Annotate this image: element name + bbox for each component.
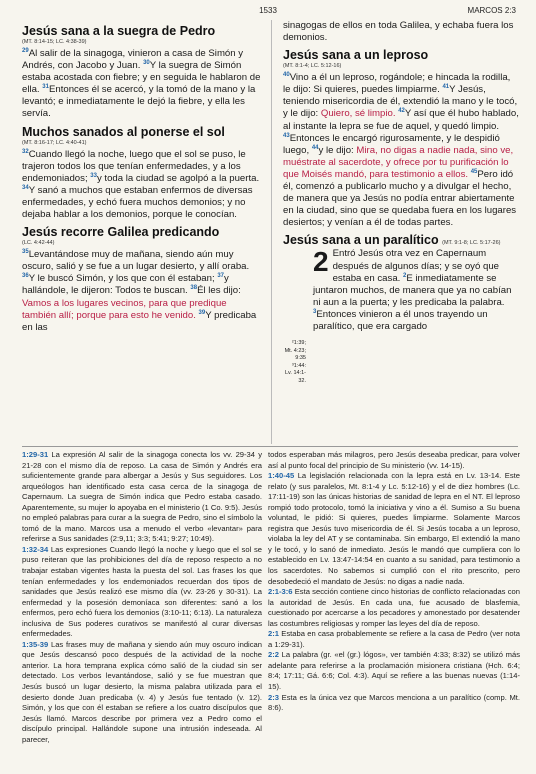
page-number: 1533 [259, 6, 277, 15]
bible-paragraph [22, 48, 262, 121]
verse-number: 2 [403, 272, 407, 279]
verse-text: Y la suegra de Simón estaba acostada con fiebre; y en seguida le hablaron de ella. [22, 60, 261, 96]
verse-number: 35 [22, 248, 29, 255]
verse-text: Él les dijo: [197, 285, 241, 297]
verse-number: 45 [470, 168, 478, 175]
note-reference: 2:3 [268, 692, 279, 702]
verse-number: 43 [283, 132, 290, 139]
verse-text: Y predicaba en las [22, 309, 257, 333]
verse-text: Entonces le encargó rigurosamente, y le despidió luego, [283, 132, 500, 156]
verse-text: y le dijo: [318, 144, 357, 156]
verse-number: 31 [42, 84, 49, 91]
study-note [268, 629, 520, 650]
verse-number: 37 [217, 273, 224, 280]
bible-paragraph [283, 248, 519, 333]
cross-references [278, 340, 306, 385]
verse-number: 33 [90, 172, 97, 179]
note-reference: 2:2 [268, 650, 279, 660]
verse-text: Entonces vinieron a él unos trayendo un paralítico, que era cargado [313, 308, 488, 332]
study-note [22, 640, 262, 745]
words-of-jesus: Vamos a los lugares vecinos, para que predique también allí; porque para esto he venido. [22, 297, 227, 321]
verse-number: 32 [22, 148, 29, 155]
notes-divider [22, 446, 518, 447]
verse-number: 39 [198, 309, 206, 316]
column-divider [271, 20, 272, 444]
verse-number: 36 [22, 273, 29, 280]
verse-number: 44 [311, 144, 319, 151]
verse-text: y toda la ciudad se agolpó a la puerta. [96, 172, 260, 184]
note-text: Las frases muy de mañana y siendo aún muy oscuro indican que Jesús descansó poco después de la actividad de la noche anterior. La hora temprana explica cómo salió de la ciudad sin ser detectado. Los verbos levantándose, salió y se fue muestran que Jesús buscó un lugar desierto, la misma palabra utilizada para el desierto donde Juan predicaba (v. 4) y Jesús fue tentado (v. 12). Simón, y los que con él estaban se refiere a los cuatro discípulos que Jesús llamó. Marcos describe por primera vez a Pedro como el discípulo principal. Hallándole supone una intrusión indeseada. Al parecer, [22, 639, 262, 744]
bible-paragraph [22, 249, 262, 334]
verse-text: Y le buscó Simón, y los que con él estaban; [28, 273, 215, 285]
verse-text: Cuando llegó la noche, luego que el sol se puso, le trajeron todos los que tenían enfermedades, y a los endemoniados; [22, 148, 246, 184]
cross-reference: ²1:39; [291, 340, 306, 346]
verse-text: Entonces él se acercó, y la tomó de la mano y la levantó; e inmediatamente le dejó la fiebre, y ella les servía. [22, 84, 256, 120]
study-note [268, 693, 520, 714]
verse-text: Y Jesús, teniendo misericordia de él, extendió la mano y le tocó, y le dijo: [283, 84, 518, 120]
note-text: Estaba en casa probablemente se refiere a la casa de Pedro (ver nota a 1:29-31). [268, 629, 520, 649]
note-text: Las expresiones Cuando llegó la noche y luego que el sol se puso reiteran que las prohibiciones del día de reposo respecto a no trabajar estaban vigentes hasta la puesta del sol. Las frases los que tenían enfermedades y los endemoniados recuerdan dos tipos de sanidades que Jesús realizó ese mismo día (vv. 23-26 y 30-31). La enfermedad y la posesión demoníaca son diferentes: sanó a los enfermos, pero echó fuera los demonios (3:10-11; 6:13). La naturaleza inclusiva de Sus poderes curativos se manifestó al curar diversas enfermedades. [22, 544, 262, 639]
bible-paragraph [283, 20, 519, 44]
cross-reference: Mt. 4:23; [284, 347, 306, 354]
verse-text: Al salir de la sinagoga, vinieron a casa de Simón y Andrés, con Jacobo y Juan. [22, 48, 244, 72]
note-reference: 1:35-39 [22, 639, 49, 649]
section-heading: Jesús sana a la suegra de Pedro [22, 24, 216, 38]
verse-number: 3 [313, 308, 317, 315]
bible-column-right [283, 20, 519, 335]
cross-reference: Lv. 14:1-32. [285, 370, 306, 384]
study-notes-right [268, 450, 520, 714]
study-note [268, 450, 520, 471]
verse-text: Y sanó a muchos que estaban enfermos de diversas enfermedades, y echó fuera muchos demonios; y no dejaba hablar a los demonios, porque le conocían. [22, 184, 253, 221]
section-title: Jesús sana a un paralítico [283, 233, 439, 248]
bible-column-left [22, 20, 262, 336]
verse-text: Levantándose muy de mañana, siendo aún muy oscuro, salió y se fue a un lugar desierto, y allí oraba. [22, 249, 250, 273]
note-text: Esta es la única vez que Marcos menciona a un paralítico (comp. Mt. 8:6). [268, 692, 520, 713]
bible-paragraph [22, 149, 262, 222]
verse-number: 41 [442, 84, 450, 91]
study-note [22, 450, 262, 545]
verse-number: 40 [283, 72, 290, 78]
note-reference: 2:1 [268, 629, 279, 639]
verse-number: 38 [190, 285, 198, 292]
verse-text: Entró Jesús otra vez en Capernaum después de algunos días; y se oyó que estaba en casa. [332, 248, 499, 284]
cross-reference: ³1:44: [291, 362, 306, 369]
note-reference: 1:40-45 [268, 471, 295, 481]
verse-text: y hallándole, le dijeron: Todos te buscan. [22, 273, 229, 297]
section-heading [283, 233, 519, 248]
section-heading: Jesús sana a un leproso [283, 48, 429, 63]
verse-text: sinagogas de ellos en toda Galilea, y echaba fuera los demonios. [283, 20, 514, 44]
verse-text: Y así que él hubo hablado, al instante la lepra se fue de aquel, y quedó limpio. [283, 108, 519, 132]
parallel-references: (LC. 4:42-44) [22, 240, 55, 247]
verse-text: Vino a él un leproso, rogándole; e hincada la rodilla, le dijo: Si quieres, puedes limpiarme. [283, 72, 511, 96]
note-reference: 1:32-34 [22, 544, 49, 554]
verse-text: E inmediatamente se juntaron muchos, de manera que ya no cabían ni aun a la puerta; y les predicaba la palabra. [313, 272, 512, 308]
note-reference: 2:1-3:6 [268, 587, 293, 597]
chapter-number: 2 [313, 246, 329, 278]
note-text: La legislación relacionada con la lepra está en Lv. 13-14. Este relato (y sus paralelos, Mt. 8:1-4 y Lc. 5:12-16) y el de diez hombres (Lc. 17:11-19) son las únicas historias de sanidad de lepra en el NT. El leproso rompió todo protocolo, tomó la iniciativa y vino a él. Sumiso a Su buena voluntad, le pidió: Si quieres, puedes limpiarme. Solamente Marcos registra que Jesús tuvo misericordia de él. Si Jesús tocaba a un leproso, violaba la ley del AT y se contaminaba. Sin embargo, El extendió la mano y le tocó, y lo sanó de inmediato. Jesús le mandó que cumpliera con lo establecido en Lv. 13:47-14:54 en cuanto a su sanidad, para testimonio a los sacerdotes. No sabemos si cumplió con el rito prescrito, pero desobedeció el mandato de Jesús: no digas a nadie nada. [268, 471, 520, 586]
section-heading: Muchos sanados al ponerse el sol [22, 124, 225, 139]
verse-number: 34 [22, 184, 29, 191]
parallel-references: (MT. 8:16-17; LC. 4:40-41) [22, 139, 87, 146]
note-text: La expresión Al salir de la sinagoga conecta los vv. 29-34 y 21-28 con el mismo día de reposo. La casa de Simón y Andrés era suficientemente grande para albergar a Jesús y Sus seguidores. Los arqueólogos han identificado esta casa cerca de la sinagoga de Capernaum. La suegra de Simón indica que Pedro estaba casado. Aparentemente, su mujer lo apoyaba en el ministerio (1 Co. 9:5). Jesús no empleó palabras para curar a la suegra de Pedro, sino el símbolo la tomó de la mano. Marcos usa a menudo el verbo «levantar» para referirse a Sus sanidades (2:9,11; 3:3; 5:41; 9:27; 10:49). [22, 450, 262, 544]
verse-number: 29 [22, 47, 29, 54]
study-note [268, 587, 520, 629]
study-note [268, 471, 520, 587]
running-head: MARCOS 2:3 [467, 6, 516, 15]
verse-number: 30 [143, 59, 150, 66]
note-text: La palabra (gr. «el (gr.) lógos», ver también 4:33; 8:32) se utilizó más adelante para referirse a la proclamación misionera cristiana (Hch. 6:4; 8:4; 17:11; Gá. 6:6; Col. 4:3). Aquí se refiere a las buenas nuevas (1:14-15). [268, 650, 520, 692]
note-text: Esta sección contiene cinco historias de conflicto relacionadas con la autoridad de Jesús. En cada una, fue acusado de blasfemia, cuestionado por acercarse a los pecadores y amonestado por desatender las costumbres religiosas y romper las leyes del día de reposo. [268, 587, 520, 628]
note-text: todos esperaban más milagros, pero Jesús deseaba predicar, para volver así al punto focal del principio de Su ministerio (vv. 14-15). [268, 450, 520, 470]
study-notes-left [22, 450, 262, 745]
study-note [268, 650, 520, 692]
bible-paragraph [283, 72, 519, 229]
words-of-jesus: Quiero, sé limpio. [320, 108, 396, 120]
verse-number: 42 [398, 108, 405, 115]
study-note [22, 545, 262, 640]
parallel-references: (MT. 8:1-4; LC. 5:12-16) [283, 63, 342, 70]
cross-reference: 9:35 [295, 355, 306, 361]
note-reference: 1:29-31 [22, 450, 49, 459]
words-of-jesus: Mira, no digas a nadie nada, sino ve, muéstrate al sacerdote, y ofrece por tu purificación lo que Moisés mandó, para testimonio a ellos. [283, 144, 514, 180]
section-heading: Jesús recorre Galilea predicando [22, 225, 220, 240]
parallel-references: (MT. 9:1-8; LC. 5:17-26) [442, 240, 501, 247]
verse-text: Pero idó él, comenzó a publicarlo mucho y a divulgar el hecho, de manera que ya Jesús no podía entrar abiertamente en la ciudad, sino que se quedaba fuera en los lugares desiertos; y venían a él de todas partes. [283, 168, 517, 229]
parallel-references: (MT. 8:14-15; LC. 4:38-39) [22, 39, 87, 45]
